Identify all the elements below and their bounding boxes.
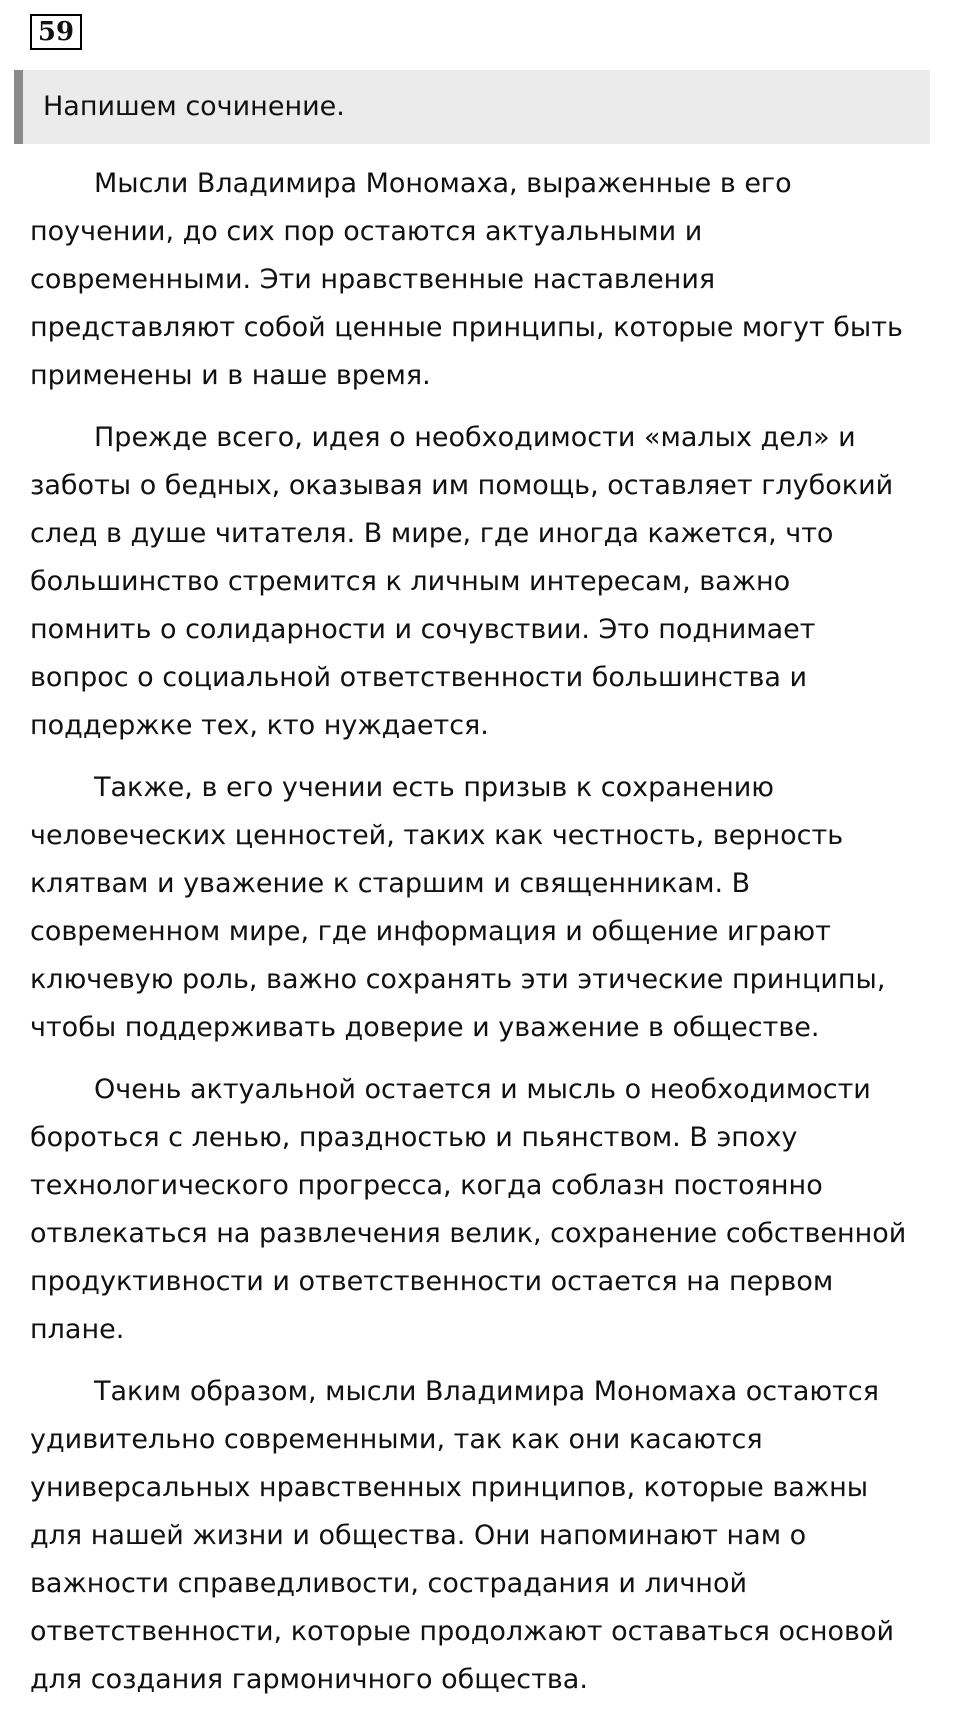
essay-paragraph-3: Также, в его учении есть призыв к сохранению человеческих ценностей, таких как честность, верность клятвам и уважение к старшим и священникам. В современном мире, где информация и общение играют ключевую роль, важно сохранять эти этические принципы, чтобы поддерживать доверие и уважение в обществе. — [30, 772, 886, 1043]
essay-paragraph-5: Таким образом, мысли Владимира Мономаха остаются удивительно современными, так как они касаются универсальных нравственных принципов, которые важны для нашей жизни и общества. Они напоминают нам о важности справедливости, сострадания и личной ответственности, которые продолжают оставаться основой для создания гармоничного общества. — [30, 1376, 895, 1695]
essay-paragraph-4: Очень актуальной остается и мысль о необходимости бороться с ленью, праздностью и пьянством. В эпоху технологического прогресса, когда соблазн постоянно отвлекаться на развлечения велик, сохранение собственной продуктивности и ответственности остается на первом плане. — [30, 1074, 907, 1345]
essay-text — [30, 160, 950, 1718]
essay-paragraph-2: Прежде всего, идея о необходимости «малых дел» и заботы о бедных, оказывая им помощь, оставляет глубокий след в душе читателя. В мире, где иногда кажется, что большинство стремится к личным интересам, важно помнить о солидарности и сочувствии. Это поднимает вопрос о социальной ответственности большинства и поддержке тех, кто нуждается. — [30, 422, 894, 741]
exercise-number: 59 — [30, 14, 82, 50]
task-banner — [14, 70, 930, 144]
task-title: Напишем сочинение. — [43, 91, 345, 122]
essay-paragraph-1: Мысли Владимира Мономаха, выраженные в его поучении, до сих пор остаются актуальными и современными. Эти нравственные наставления представляют собой ценные принципы, которые могут быть применены и в наше время. — [30, 168, 903, 391]
